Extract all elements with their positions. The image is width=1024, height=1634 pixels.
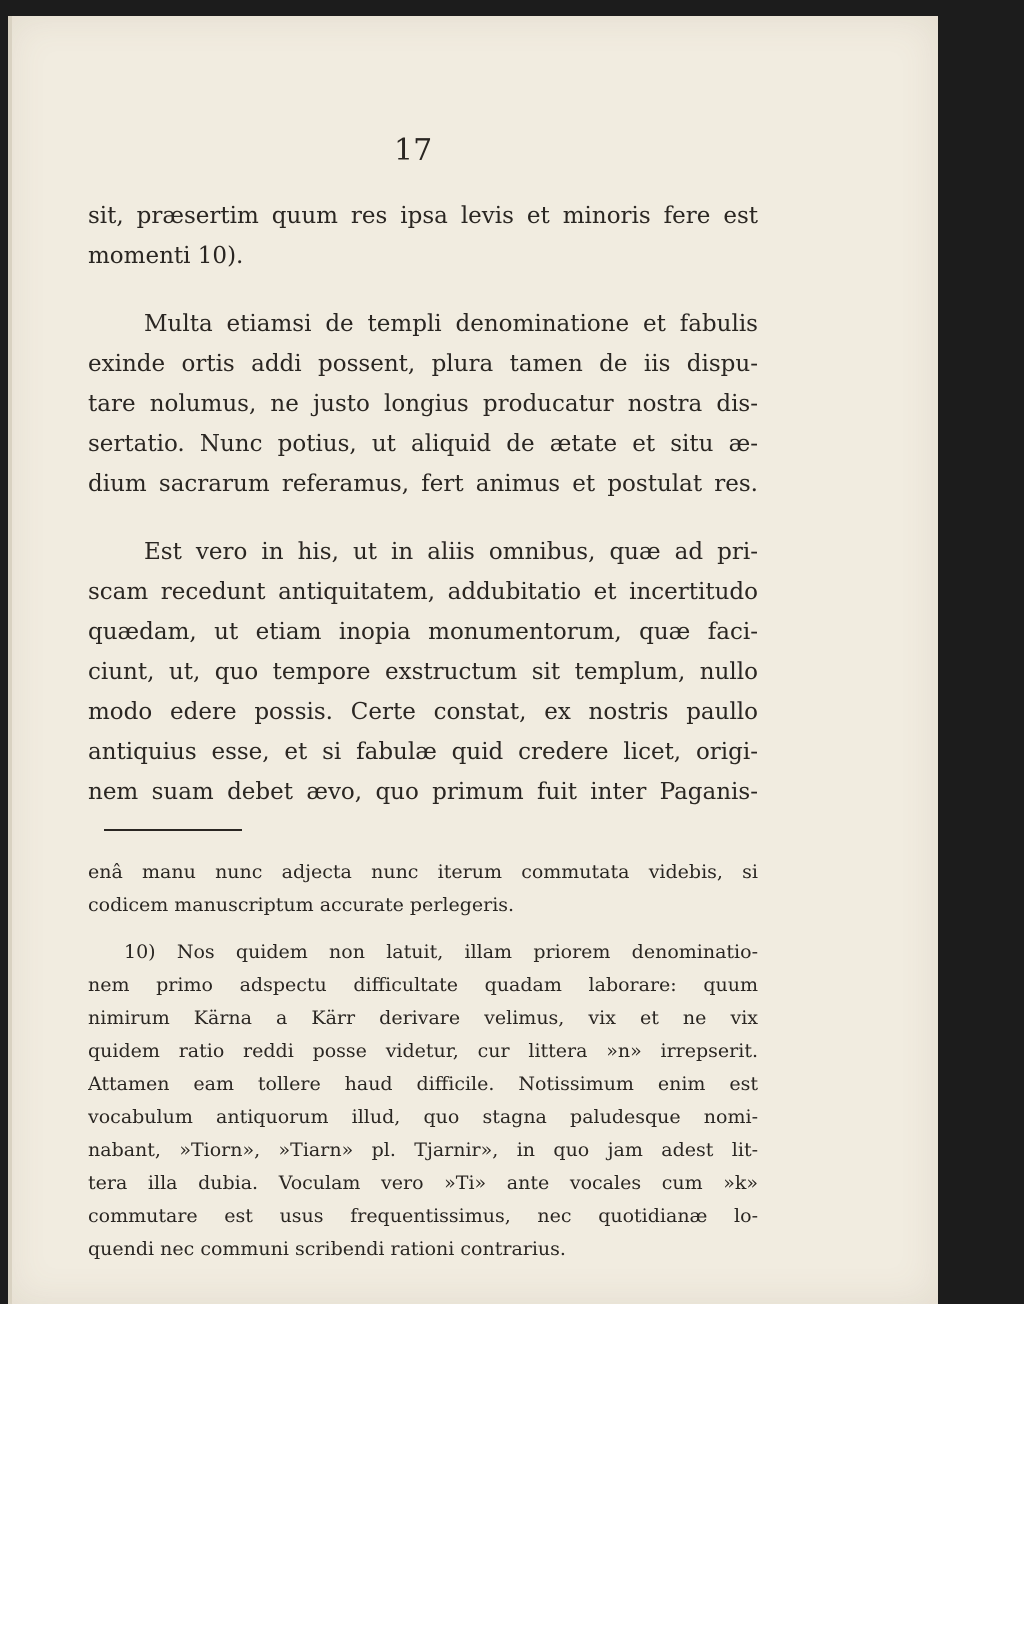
text-line: antiquius esse, et si fabulæ quid credere licet, origi- xyxy=(88,739,758,765)
text-line: ciunt, ut, quo tempore exstructum sit templum, nullo xyxy=(88,659,758,685)
text-line: momenti 10). xyxy=(88,243,244,269)
text-line: nimirum Kärna a Kärr derivare velimus, vix et ne vix xyxy=(88,1007,758,1029)
text-line: nem primo adspectu difficultate quadam laborare: quum xyxy=(88,974,758,996)
text-line: quædam, ut etiam inopia monumentorum, quæ faci- xyxy=(88,619,758,645)
text-line: quidem ratio reddi posse videtur, cur littera »n» irrepserit. xyxy=(88,1040,758,1062)
text-line: modo edere possis. Certe constat, ex nostris paullo xyxy=(88,699,758,725)
text-line: Multa etiamsi de templi denominatione et fabulis xyxy=(144,311,758,337)
text-line: Est vero in his, ut in aliis omnibus, quæ ad pri- xyxy=(144,539,758,565)
text-line: scam recedunt antiquitatem, addubitatio et incertitudo xyxy=(88,579,758,605)
footnote-rule xyxy=(104,829,242,831)
text-line: sit, præsertim quum res ipsa levis et minoris fere est xyxy=(88,203,758,229)
footnote-10 xyxy=(88,936,758,1266)
text-line: nabant, »Tiorn», »Tiarn» pl. Tjarnir», in quo jam adest lit- xyxy=(88,1139,758,1161)
page-number: 17 xyxy=(394,133,433,168)
text-line: sertatio. Nunc potius, ut aliquid de ætate et situ æ- xyxy=(88,431,758,457)
text-line: tera illa dubia. Voculam vero »Ti» ante vocales cum »k» xyxy=(88,1172,758,1194)
text-line: vocabulum antiquorum illud, quo stagna paludesque nomi- xyxy=(88,1106,758,1128)
paragraph-2 xyxy=(88,532,758,812)
text-line: 10) Nos quidem non latuit, illam priorem denominatio- xyxy=(124,941,758,963)
intro-text xyxy=(88,196,758,276)
text-line: codicem manuscriptum accurate perlegeris. xyxy=(88,894,515,916)
page-edge xyxy=(8,16,12,1304)
text-line: exinde ortis addi possent, plura tamen de iis dispu- xyxy=(88,351,758,377)
text-line: enâ manu nunc adjecta nunc iterum commutata videbis, si xyxy=(88,861,758,883)
text-line: Attamen eam tollere haud difficile. Notissimum enim est xyxy=(88,1073,758,1095)
text-line: dium sacrarum referamus, fert animus et postulat res. xyxy=(88,471,758,497)
text-line: quendi nec communi scribendi rationi contrarius. xyxy=(88,1238,566,1260)
text-line: commutare est usus frequentissimus, nec quotidianæ lo- xyxy=(88,1205,758,1227)
footnote-continuation xyxy=(88,856,758,922)
text-line: nem suam debet ævo, quo primum fuit inter Paganis- xyxy=(88,779,758,805)
paragraph-1 xyxy=(88,304,758,504)
text-line: tare nolumus, ne justo longius producatur nostra dis- xyxy=(88,391,758,417)
